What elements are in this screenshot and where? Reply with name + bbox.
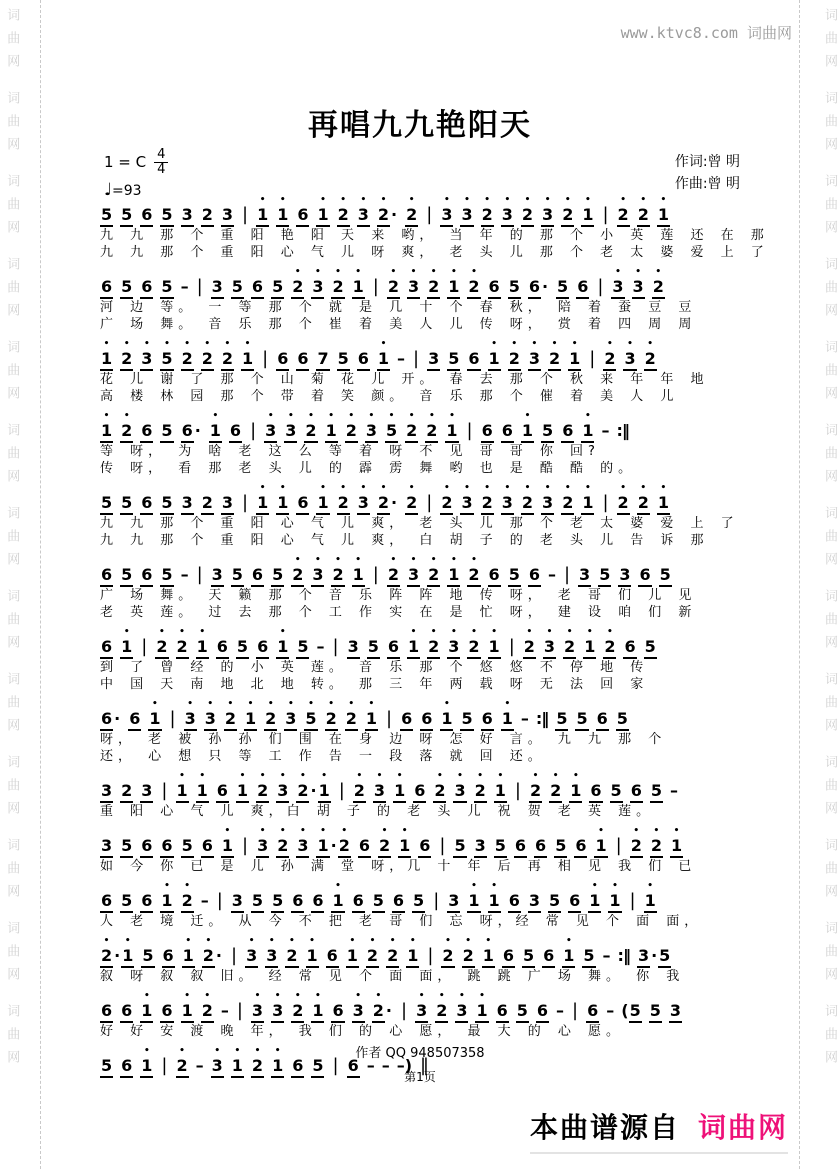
- page-number: 第1页: [404, 1070, 436, 1084]
- site-header: www.ktvc8.com 词曲网: [620, 24, 792, 42]
- notation-line: 6 5 6 5 – | 3 5 6 5 2 • 3 • 2 • 1 • | 2 • 3 • 2 • 1 • 2 • 6 5 6 – | 3 5 3 6 5: [101, 555, 671, 585]
- composer-credit: 作曲:曾 明: [674, 175, 740, 192]
- lyric-line: 还， 心 想 只 等 工 作 告 一 段 落 就 回 还。: [100, 749, 546, 764]
- lyric-line: 好 好 安 渡 晚 年， 我 们 的 心 愿， 最 大 的 心 愿。: [100, 1024, 624, 1039]
- key-signature-block: [104, 148, 168, 200]
- lyric-line: 花 儿 谢 了 那 个 山 菊 花 儿 开。 春 去 那 个 秋 来 年 年 地: [100, 372, 709, 387]
- lyric-line: 九 九 那 个 重 阳 艳 阳 天 来 哟， 当 年 的 那 个 小 英 莲 还 在 那: [100, 228, 769, 243]
- notation-line: 1 • 2 • 6 5 6 · 1 • 6 | 3 • 3 • 2 • 1 • 2 • 3 • 5 • 2 • 2 • 1 • | 6 6 1 • 5 6 1 • – :‖: [101, 411, 629, 441]
- quarter-note-icon: ♩: [104, 180, 113, 201]
- notation-line: 3 5 6 6 5 6 1 • | 3 • 2 • 3 • 1 • · 2 • 6 2 • 1 • 6 | 5 3 5 6 6 5 6 1 • | 2 • 2 • 1 •: [101, 826, 683, 856]
- credits: [675, 152, 740, 195]
- lyric-line: 九 九 那 个 重 阳 心 气 儿 呀 爽， 老 头 儿 那 个 老 太 婆 爱 上 了: [100, 245, 769, 260]
- notation-line: 5 5 6 5 3 2 3 | 1 • 1 • 6 1 • 2 • 3 • 2 • · 2 • | 3 • 3 • 2 • 3 • 2 • 3 • 2 • 1 • | 2 • 2 • 1 •: [101, 195, 669, 225]
- notation-line: 2 • · 1 • 5 6 1 • 2 • · | 3 • 3 • 2 • 1 • 6 1 • 2 • 2 • 1 • | 2 • 2 • 1 • 6 5 6 1 • 5 – :‖ 3 · 5: [101, 936, 671, 966]
- lyric-line: 九 九 那 个 重 阳 心 气 儿 爽， 白 胡 子 的 老 头 儿 告 诉 那: [100, 533, 709, 548]
- score-system: [100, 1047, 760, 1078]
- source-attribution: [530, 1106, 788, 1154]
- lyric-line: 重 阳 心 气 儿 爽，白 胡 子 的 老 头 儿 祝 贺 老 英 莲。: [100, 804, 655, 819]
- score-system: [100, 556, 760, 621]
- left-watermark-text: 词曲网 词曲网 词曲网 词曲网 词曲网 词曲网 词曲网 词曲网 词曲网 词曲网 词曲网 词曲网 词曲网: [4, 8, 20, 1073]
- lyric-line: 叙 呀 叙 叙 旧。 经 常 见 个 面 面， 跳 跳 广 场 舞。 你 我: [100, 969, 685, 984]
- key-label: 1 = C: [104, 153, 147, 172]
- score-system: [100, 412, 760, 477]
- lyric-line: 传 呀， 看 那 老 头 儿 的 霹 雳 舞 哟 也 是 酷 酷 的。: [100, 461, 637, 476]
- meter-denominator: 4: [157, 161, 166, 177]
- lyric-line: 等 呀， 为 啥 老 这 么 等 着 呀 不 见 哥 哥 你 回?: [100, 444, 600, 459]
- notation-line: 5 6 1 • | 2 • – 3 • 1 • 2 • 1 • 6 5 | 6 – – –) ‖: [101, 1046, 430, 1076]
- lyric-line: 如 今 你 已 是 儿 孙 满 堂 呀，几 十 年 后 再 相 见 我 们 已: [100, 859, 697, 874]
- lyric-line: 广 场 舞。 天 籁 那 个 音 乐 阵 阵 地 传 呀， 老 哥 们 儿 见: [100, 588, 697, 603]
- left-watermark-rail: [0, 0, 41, 1169]
- lyric-line: 老 英 莲。 过 去 那 个 工 作 实 在 是 忙 呀， 建 设 咱 们 新: [100, 605, 697, 620]
- score-system: [100, 992, 760, 1040]
- lyric-line: 呀， 老 被 孙 孙 们 围 在 身 边 呀 怎 好 言。 九 九 那 个: [100, 732, 667, 747]
- right-watermark-rail: [799, 0, 840, 1169]
- time-signature: [154, 148, 168, 176]
- score-system: [100, 827, 760, 875]
- author-qq: 作者 QQ 948507358: [355, 1046, 485, 1061]
- score-system: [100, 882, 760, 930]
- lyric-line: 人 老 境 迁。 从 今 不 把 老 哥 们 忘 呀，经 常 见 个 面 面，: [100, 914, 703, 929]
- lyric-line: 广 场 舞。 音 乐 那 个 崔 着 美 人 儿 传 呀， 赏 着 四 周 周: [100, 317, 697, 332]
- notation-line: 6 1 • | 2 • 2 • 1 • 6 5 6 1 • 5 – | 3 5 6 1 • 2 • 3 • 2 • 1 • | 2 • 3 • 2 • 1 • 2 • 6 5: [101, 627, 656, 657]
- score-system: [100, 700, 760, 765]
- score-system: [100, 268, 760, 333]
- notation-line: 1 • 2 • 3 • 5 • 2 • 2 • 2 • 1 • | 6 6 7 5 6 1 • – | 3 5 6 1 • 2 • 3 • 2 • 1 • | 2 • 3 • 2 •: [101, 339, 656, 369]
- lyric-line: 九 九 那 个 重 阳 心 气 儿 爽， 老 头 儿 那 个 老 太 婆 爱 上 了: [100, 516, 739, 531]
- notation-line: 5 5 6 5 3 2 3 | 1 • 1 • 6 1 • 2 • 3 • 2 • · 2 • | 2 • 3 • 2 • 3 • 2 • 3 • 2 • 1 • | 2 • 2 • 1 •: [101, 483, 669, 513]
- score-system: [100, 937, 760, 985]
- score-system: [100, 772, 760, 820]
- lyric-line: 中 国 天 南 地 北 地 转。 那 三 年 两 载 呀 无 法 回 家: [100, 677, 649, 692]
- notation-line: 3 2 3 | 1 • 1 • 6 1 • 2 • 3 • 2 • · 1 • | 2 • 3 • 1 • 6 2 • 3 • 2 • 1 • | 2 • 2 • 1 • 6 5 6 5 –: [101, 771, 678, 801]
- notation-line: 6 6 1 • 6 1 • 2 • – | 3 • 3 • 2 • 1 • 6 3 • 2 • · | 3 • 2 • 3 • 1 • 6 5 6 – | 6 – (5 5 3: [101, 991, 681, 1021]
- meter-numerator: 4: [154, 148, 168, 163]
- notation-line: 6 · 6 1 • | 3 • 3 • 2 • 1 • 2 • 3 • 5 • 2 • 2 • 1 • | 6 6 1 • 5 6 1 • – :‖ 5 5 6 5: [101, 699, 628, 729]
- lyric-line: 到 了 曾 经 的 小 英 莲。 音 乐 那 个 悠 悠 不 停 地 传: [100, 660, 649, 675]
- lyricist-credit: 作词:曾 明: [674, 154, 740, 170]
- notation-line: 6 5 6 1 • 2 • – | 3 5 5 6 6 1 • 6 5 6 5 | 3 1 • 1 • 6 3 5 6 1 • 1 • | 1 •: [101, 881, 656, 911]
- music-score: [100, 195, 769, 1085]
- score-system: [100, 195, 769, 261]
- tempo-value: =93: [112, 183, 142, 200]
- notation-line: 6 5 6 5 – | 3 5 6 5 2 • 3 • 2 • 1 • | 2 • 3 • 2 • 1 • 2 • 6 5 6 · 5 6 | 3 • 3 • 2 •: [101, 267, 664, 297]
- page-title: 再唱九九艳阳天: [308, 108, 532, 143]
- source-prefix: 本曲谱源自: [529, 1111, 680, 1144]
- source-site-name: 词曲网: [697, 1111, 788, 1144]
- score-system: [100, 628, 760, 693]
- right-watermark-text: 词曲网 词曲网 词曲网 词曲网 词曲网 词曲网 词曲网 词曲网 词曲网 词曲网 词曲网 词曲网 词曲网: [822, 8, 837, 1073]
- lyric-line: 河 边 等。 一 等 那 个 就 是 几 十 个 春 秋， 陪 着 蚕 豆 豆: [100, 300, 697, 315]
- score-system: [100, 484, 760, 549]
- lyric-line: 高 楼 林 园 那 个 带 着 笑 颜。 音 乐 那 个 催 着 美 人 儿: [100, 389, 679, 404]
- score-system: [100, 340, 760, 405]
